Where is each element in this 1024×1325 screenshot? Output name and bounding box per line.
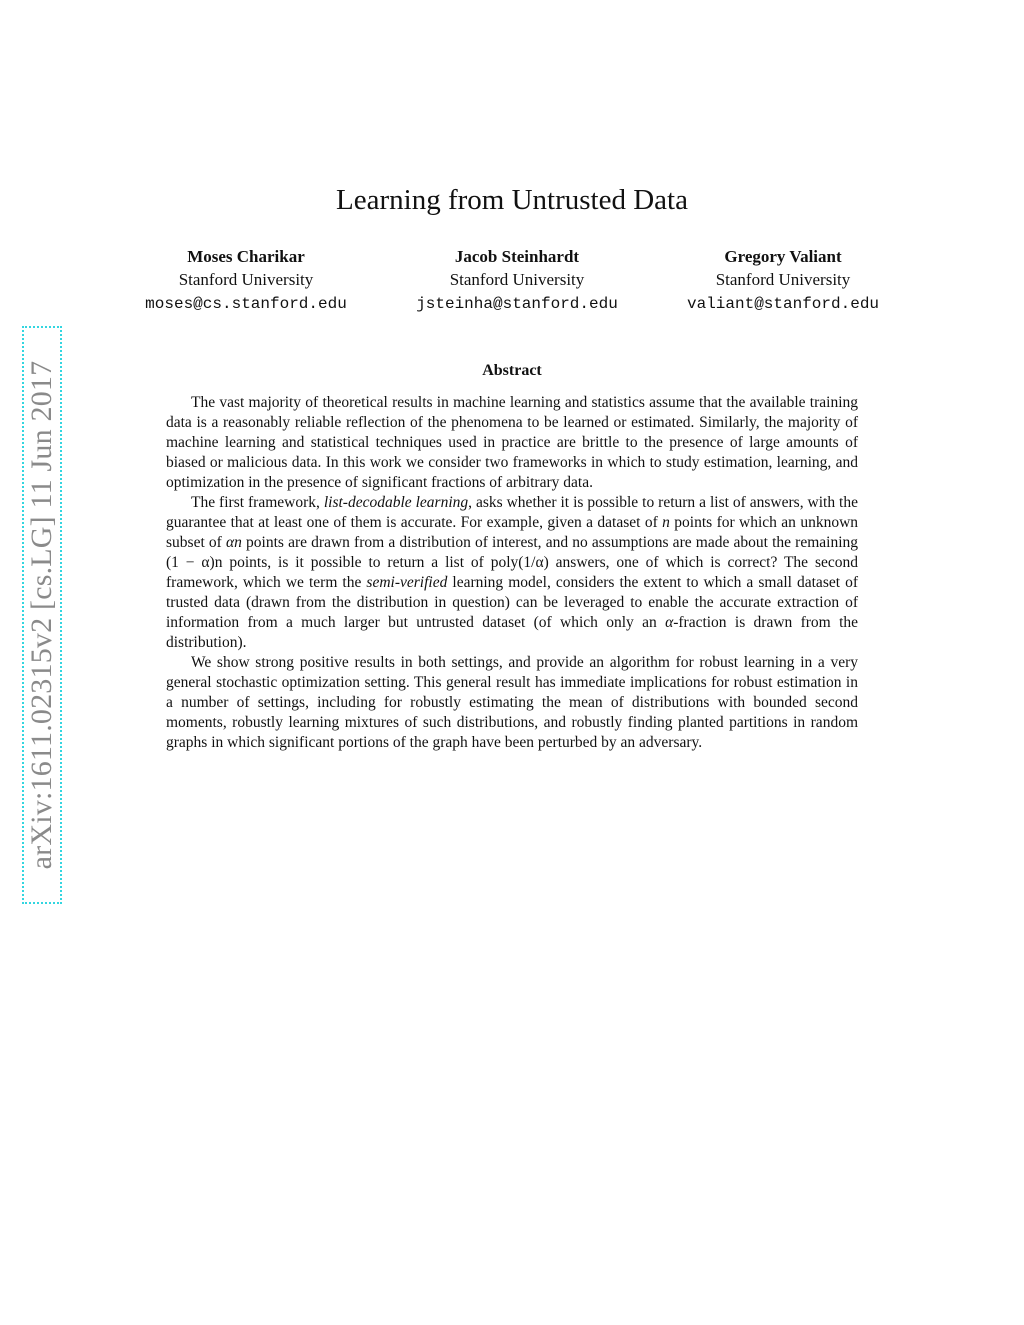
abstract-body <box>166 393 858 753</box>
author-affiliation: Stanford University <box>178 270 314 289</box>
author-affiliation: Stanford University <box>449 270 585 289</box>
abstract-paragraph-1: The vast majority of theoretical results in machine learning and statistics assume that the available training data is a reasonably reliable reflection of the phenomena to be learned or estimated. Similarly, the majority of machine learning and statistical techniques used in practice are brittle to the presence of large amounts of biased or malicious data. In this work we consider two frameworks in which to study estimation, learning, and optimization in the presence of significant fractions of arbitrary data. <box>166 394 858 491</box>
author-affiliation: Stanford University <box>715 270 851 289</box>
author-email: moses@cs.stanford.edu <box>145 295 347 313</box>
abstract-paragraph-3: We show strong positive results in both settings, and provide an algorithm for robust learning in a very general stochastic optimization setting. This general result has immediate implications for robust estimation in a number of settings, including for robustly estimating the mean of distributions with bounded second moments, robustly learning mixtures of such distributions, and robustly finding planted partitions in random graphs in which significant portions of the graph have been perturbed by an adversary. <box>166 654 858 751</box>
author-name: Moses Charikar <box>187 247 305 266</box>
arxiv-identifier: arXiv:1611.02315v2 [cs.LG] 11 Jun 2017 <box>25 360 58 870</box>
paper-title: Learning from Untrusted Data <box>336 184 688 216</box>
author-name: Jacob Steinhardt <box>454 247 580 266</box>
author-email: jsteinha@stanford.edu <box>416 295 618 313</box>
abstract-paragraph-2: The first framework, list-decodable learning, asks whether it is possible to return a list of answers, with the guarantee that at least one of them is accurate. For example, given a dataset of n points for which an unknown subset of αn points are drawn from a distribution of interest, and no assumptions are made about the remaining (1 − α)n points, is it possible to return a list of poly(1/α) answers, one of which is correct? The second framework, which we term the semi-verified learning model, considers the extent to which a small dataset of trusted data (drawn from the distribution in question) can be leveraged to enable the accurate extraction of information from a much larger but untrusted dataset (of which only an α-fraction is drawn from the distribution). <box>166 494 859 651</box>
author-email: valiant@stanford.edu <box>686 295 880 313</box>
abstract-heading: Abstract <box>482 362 542 379</box>
author-name: Gregory Valiant <box>724 247 842 266</box>
author-2 <box>382 245 652 316</box>
author-1 <box>111 245 381 316</box>
author-3 <box>648 245 918 316</box>
